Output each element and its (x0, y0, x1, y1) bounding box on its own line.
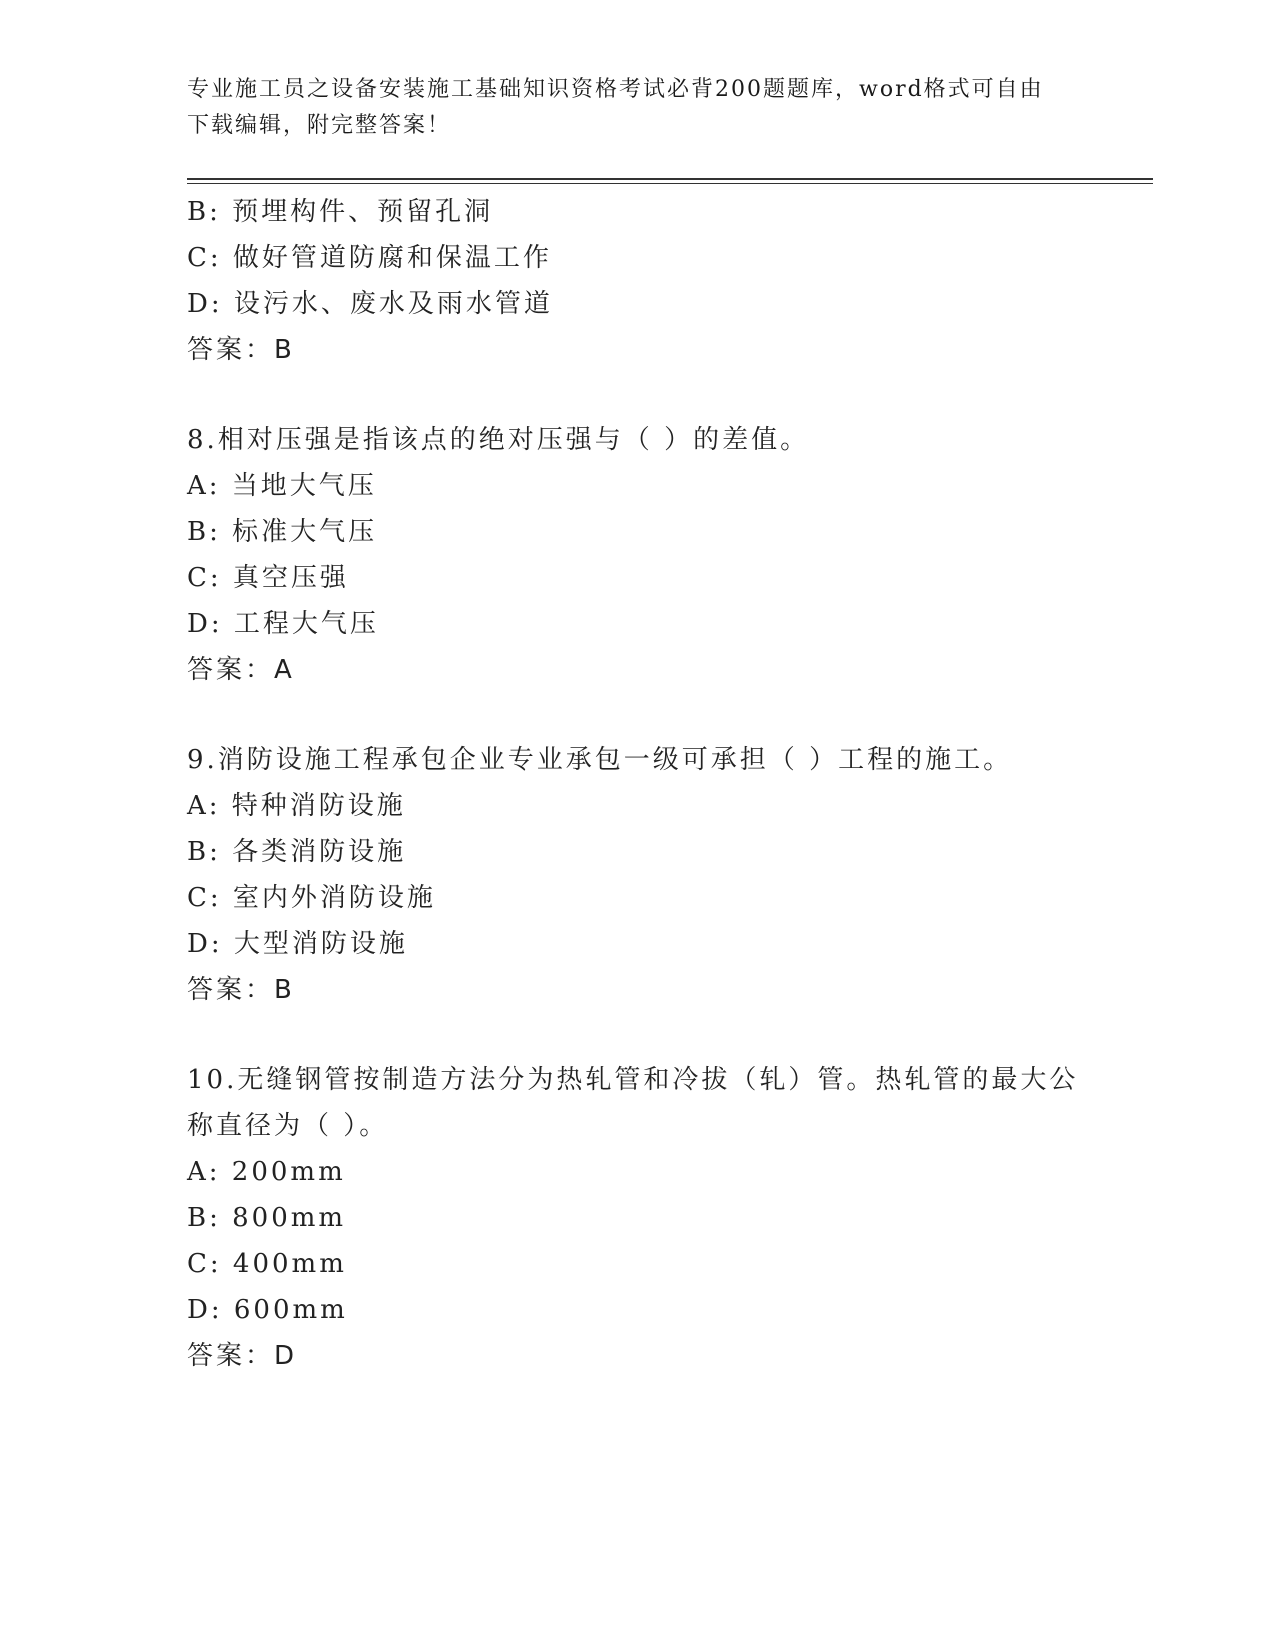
answer-line: 答案：B (187, 335, 295, 365)
header-divider-thick (187, 178, 1153, 180)
question-list (187, 189, 1087, 1379)
answer-line: 答案：A (187, 655, 295, 685)
question-block-7 (187, 189, 1087, 373)
option-d: D: 大型消防设施 (187, 929, 408, 959)
question-stem-line-1: 10.无缝钢管按制造方法分为热轧管和冷拔（轧）管。热轧管的最大公 (187, 1065, 1079, 1095)
option-a: A: 特种消防设施 (187, 791, 406, 821)
option-c: C: 真空压强 (187, 563, 349, 593)
question-stem-line-2: 称直径为（ ）。 (187, 1111, 389, 1141)
header-divider-thin (187, 183, 1153, 184)
answer-line: 答案：D (187, 1341, 298, 1371)
option-d: D: 工程大气压 (187, 609, 379, 639)
question-stem: 9.消防设施工程承包企业专业承包一级可承担（ ）工程的施工。 (187, 745, 1013, 775)
header-line-2: 下载编辑，附完整答案！ (187, 113, 452, 138)
option-d: D: 600mm (187, 1295, 348, 1325)
question-block-8 (187, 417, 1087, 693)
option-b: B: 标准大气压 (187, 517, 378, 547)
spacer (187, 1013, 1087, 1057)
option-c: C: 做好管道防腐和保温工作 (187, 243, 552, 273)
option-a: A: 200mm (187, 1157, 346, 1187)
spacer (187, 373, 1087, 417)
question-stem: 8.相对压强是指该点的绝对压强与（ ）的差值。 (187, 425, 810, 455)
option-b: B: 800mm (187, 1203, 347, 1233)
option-b: B: 各类消防设施 (187, 837, 407, 867)
question-block-10 (187, 1057, 1087, 1379)
option-c: C: 400mm (187, 1249, 347, 1279)
option-c: C: 室内外消防设施 (187, 883, 436, 913)
document-header (187, 72, 1067, 144)
option-d: D: 设污水、废水及雨水管道 (187, 289, 553, 319)
answer-line: 答案：B (187, 975, 295, 1005)
spacer (187, 693, 1087, 737)
option-a: A: 当地大气压 (187, 471, 377, 501)
header-line-1: 专业施工员之设备安装施工基础知识资格考试必背200题题库，word格式可自由 (187, 77, 1044, 102)
option-b: B: 预埋构件、预留孔洞 (187, 197, 494, 227)
question-block-9 (187, 737, 1087, 1013)
